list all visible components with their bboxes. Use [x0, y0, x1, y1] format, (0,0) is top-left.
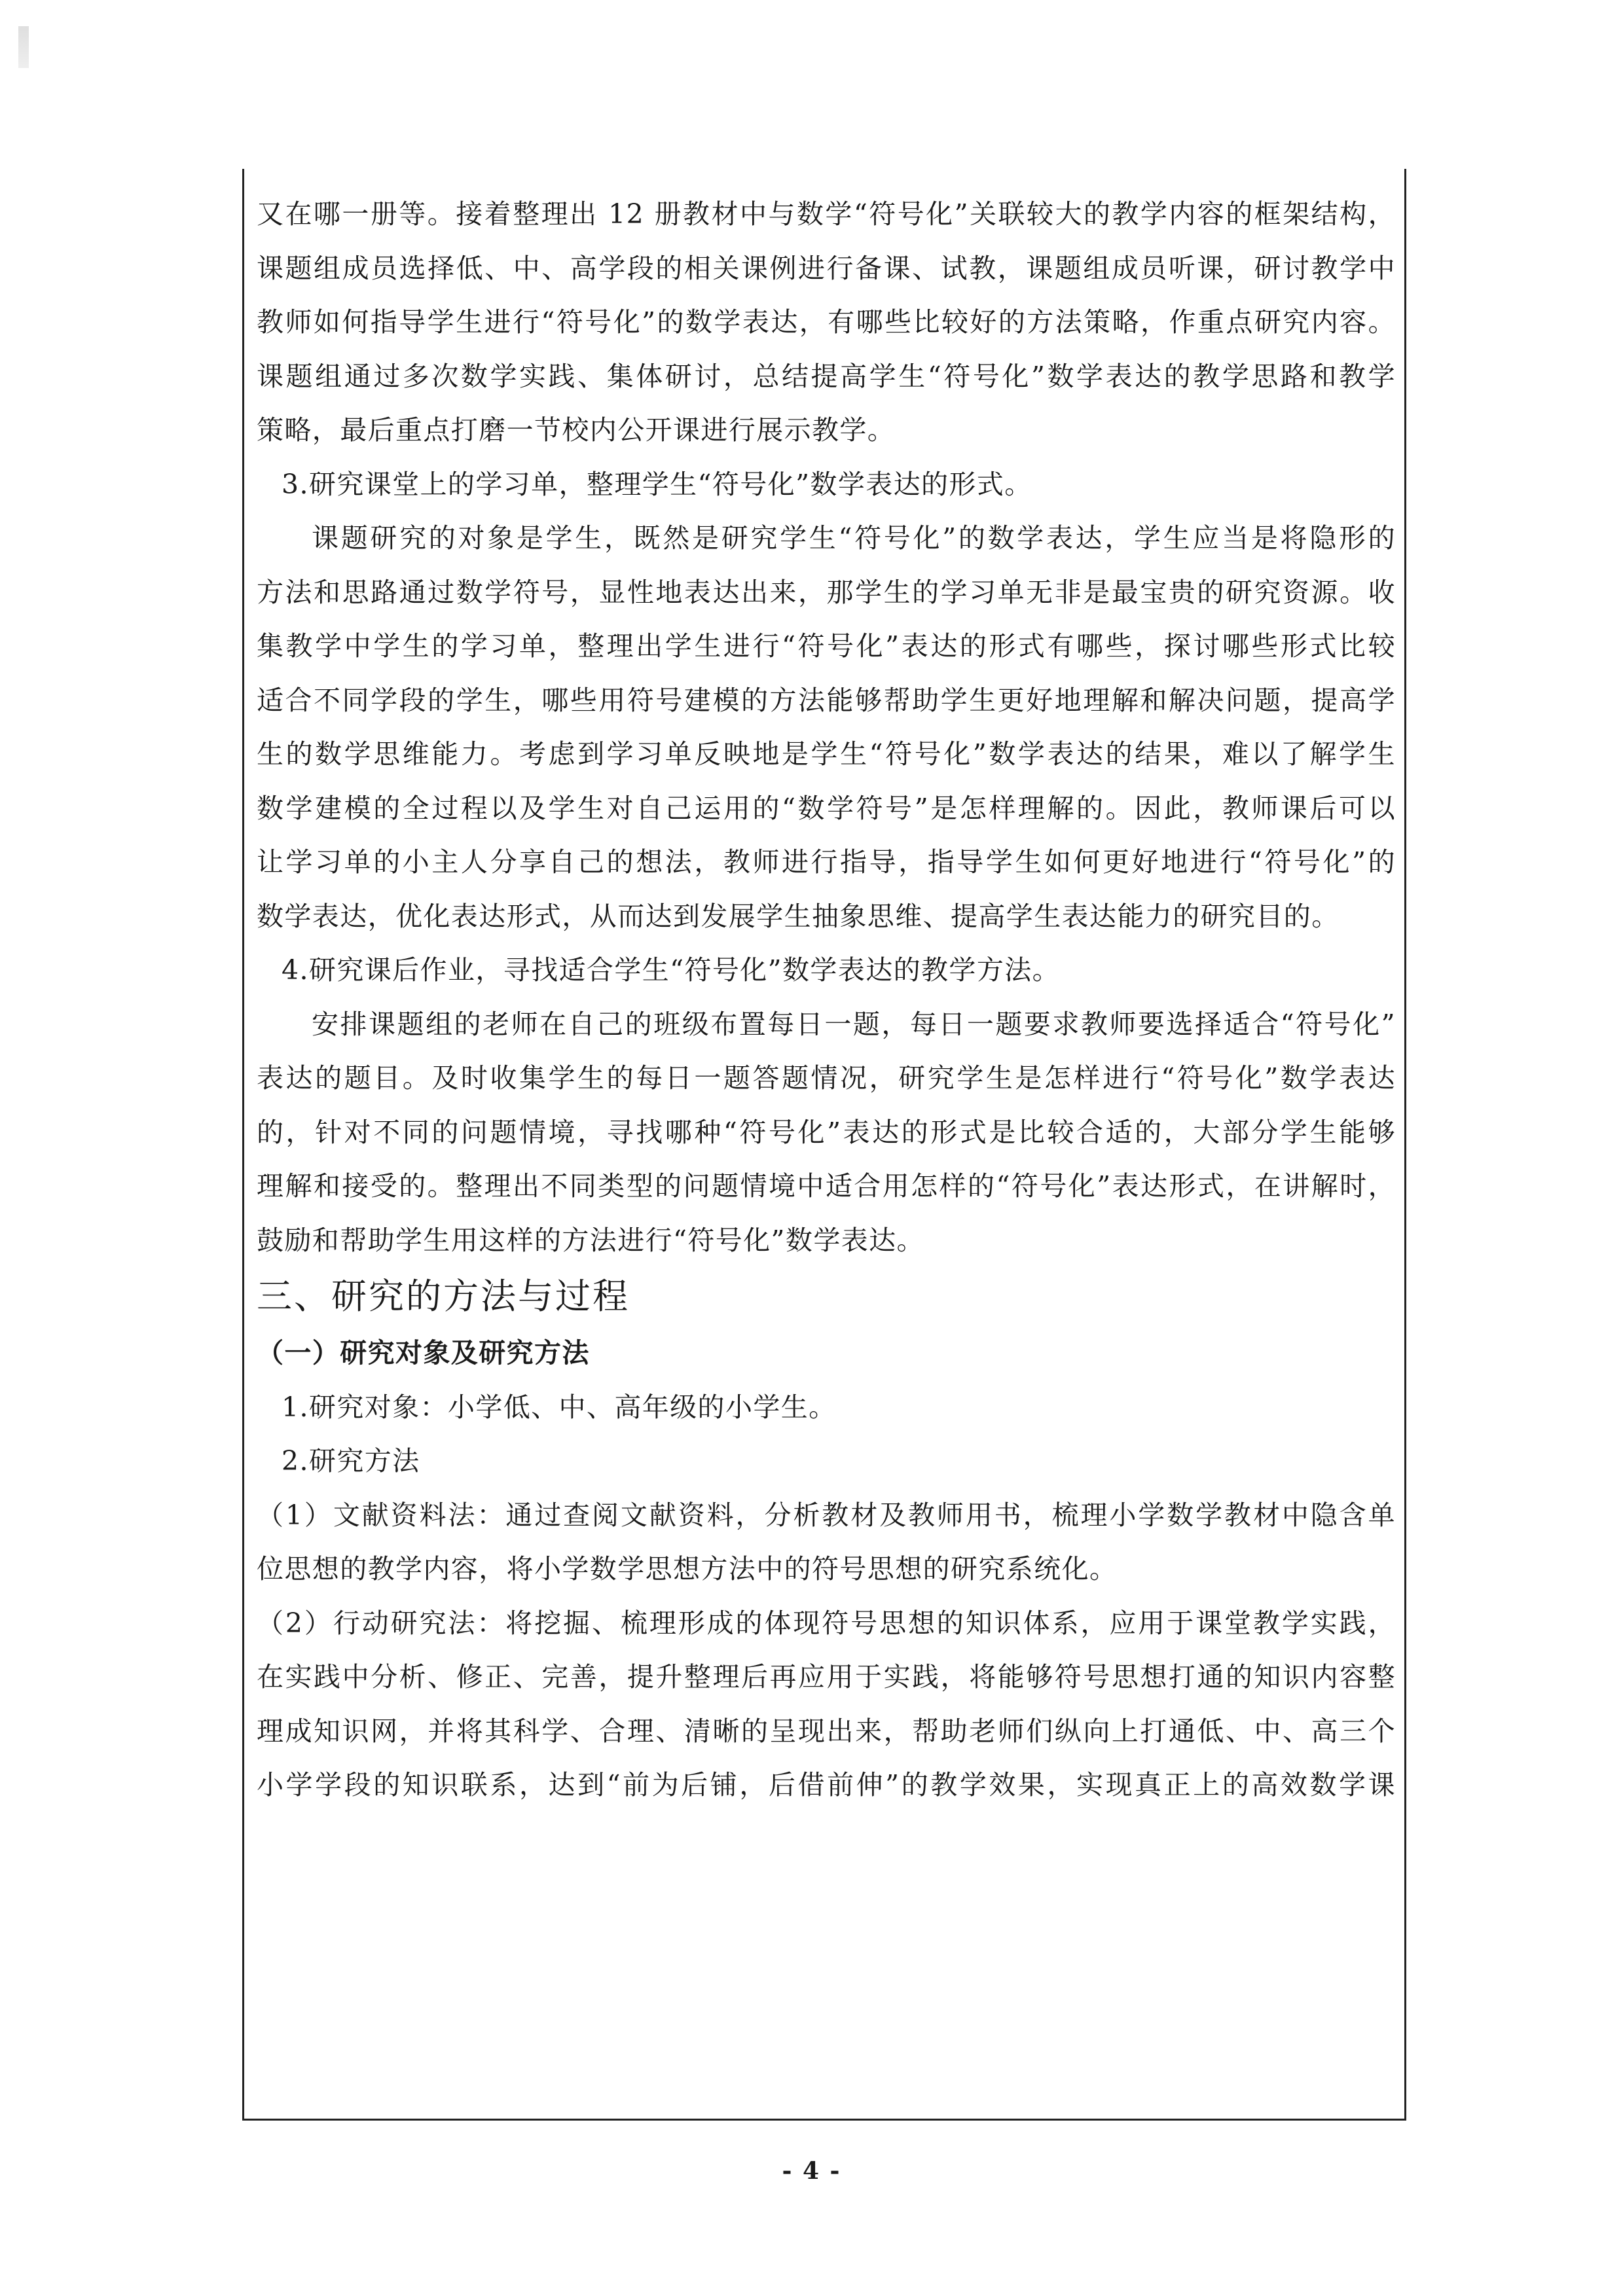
- method-literature: [257, 1488, 1396, 1596]
- heading-item-3: 3.研究课堂上的学习单，整理学生“符号化”数学表达的形式。: [282, 468, 1032, 500]
- paragraph-daily-question: [257, 997, 1396, 1268]
- text-line: 的，针对不同的问题情境，寻找哪种“符号化”表达的形式是比较合适的，大部分学生能够: [257, 1116, 1396, 1148]
- text-line: 位思想的教学内容，将小学数学思想方法中的符号思想的研究系统化。: [257, 1553, 1118, 1585]
- text-line: 小学学段的知识联系，达到“前为后铺，后借前伸”的教学效果，实现真正上的高效数学课: [257, 1769, 1396, 1801]
- paragraph-learning-sheets: [257, 511, 1396, 943]
- text-line: 让学习单的小主人分享自己的想法，教师进行指导，指导学生如何更好地进行“符号化”的: [257, 846, 1396, 878]
- text-line: 课题组成员选择低、中、高学段的相关课例进行备课、试教，课题组成员听课，研讨教学中: [257, 252, 1396, 284]
- section-title: 三、研究的方法与过程: [257, 1276, 630, 1317]
- research-subject-item: 1.研究对象：小学低、中、高年级的小学生。: [282, 1391, 837, 1423]
- text-line: 课题组通过多次数学实践、集体研讨，总结提高学生“符号化”数学表达的教学思路和教学: [257, 360, 1396, 392]
- text-line: 表达的题目。及时收集学生的每日一题答题情况，研究学生是怎样进行“符号化”数学表达: [257, 1062, 1396, 1094]
- text-line: 适合不同学段的学生，哪些用符号建模的方法能够帮助学生更好地理解和解决问题，提高学: [257, 684, 1396, 716]
- text-line: 方法和思路通过数学符号，显性地表达出来，那学生的学习单无非是最宝贵的研究资源。收: [257, 576, 1396, 608]
- text-line: 理成知识网，并将其科学、合理、清晰的呈现出来，帮助老师们纵向上打通低、中、高三个: [257, 1715, 1396, 1747]
- text-line: 理解和接受的。整理出不同类型的问题情境中适合用怎样的“符号化”表达形式，在讲解时，: [257, 1170, 1396, 1202]
- paragraph-research-content-framework: [257, 187, 1396, 457]
- document-body: [257, 187, 1396, 1812]
- page-number: - 4 -: [782, 2157, 841, 2185]
- text-line: 鼓励和帮助学生用这样的方法进行“符号化”数学表达。: [257, 1224, 924, 1256]
- text-line: 课题研究的对象是学生，既然是研究学生“符号化”的数学表达，学生应当是将隐形的: [312, 522, 1396, 554]
- text-line: 又在哪一册等。接着整理出 12 册教材中与数学“符号化”关联较大的教学内容的框架结构，: [257, 198, 1396, 230]
- text-line: 生的数学思维能力。考虑到学习单反映地是学生“符号化”数学表达的结果，难以了解学生: [257, 738, 1396, 770]
- text-line: 数学表达，优化表达形式，从而达到发展学生抽象思维、提高学生表达能力的研究目的。: [257, 900, 1340, 932]
- text-line: 安排课题组的老师在自己的班级布置每日一题，每日一题要求教师要选择适合“符号化”: [312, 1008, 1396, 1040]
- method-action-research: [257, 1596, 1396, 1812]
- text-line: 教师如何指导学生进行“符号化”的数学表达，有哪些比较好的方法策略，作重点研究内容。: [257, 306, 1396, 338]
- scan-edge-mark: [18, 26, 29, 68]
- text-line: 数学建模的全过程以及学生对自己运用的“数学符号”是怎样理解的。因此，教师课后可以: [257, 792, 1396, 824]
- subsection-title: （一）研究对象及研究方法: [257, 1337, 590, 1369]
- text-line: （2）行动研究法：将挖掘、梳理形成的体现符号思想的知识体系，应用于课堂教学实践，: [257, 1607, 1396, 1639]
- text-line: 在实践中分析、修正、完善，提升整理后再应用于实践，将能够符号思想打通的知识内容整: [257, 1661, 1396, 1693]
- text-line: （1）文献资料法：通过查阅文献资料，分析教材及教师用书，梳理小学数学教材中隐含单: [257, 1499, 1396, 1531]
- text-line: 策略，最后重点打磨一节校内公开课进行展示教学。: [257, 414, 896, 446]
- research-methods-heading: 2.研究方法: [282, 1445, 420, 1477]
- text-line: 集教学中学生的学习单，整理出学生进行“符号化”表达的形式有哪些，探讨哪些形式比较: [257, 630, 1396, 662]
- heading-item-4: 4.研究课后作业，寻找适合学生“符号化”数学表达的教学方法。: [282, 954, 1061, 986]
